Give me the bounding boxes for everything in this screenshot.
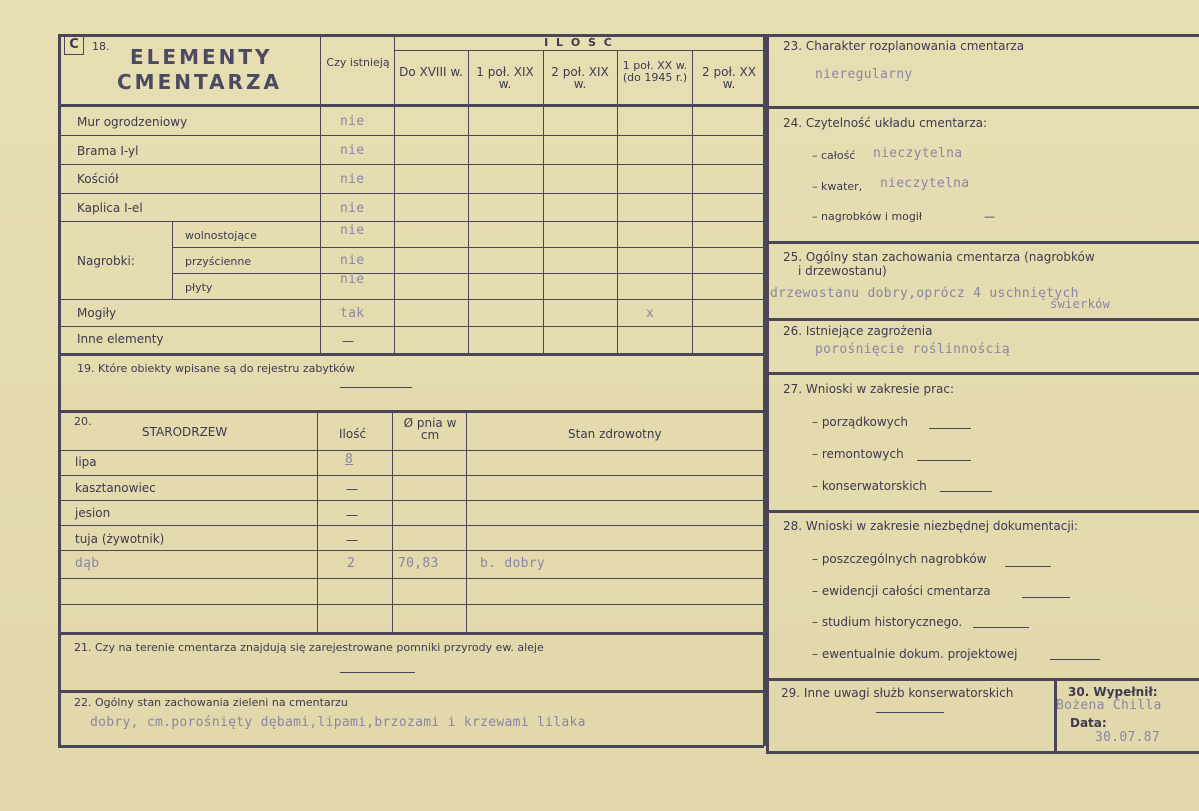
section-30-date: 30.07.87 [1095,730,1161,745]
nagrobki-plyty: płyty [185,281,213,294]
period-col-4: 1 poł. XX w. (do 1945 r.) [622,59,688,84]
value-wolnostojace: nie [340,223,365,238]
section-24-kwater: – kwater, [812,180,863,193]
section-30-data-label: Data: [1070,716,1107,730]
col-czy-istnieja: Czy istnieją [326,56,390,69]
value-kosciol: nie [340,172,365,187]
section-26-label: 26. Istniejące zagrożenia [783,324,933,338]
element-label-kaplica: Kaplica I-el [77,201,143,215]
section-25-value: drzewostanu dobry,oprócz 4 uschniętych [770,286,1079,301]
section-24-calosc-value: nieczytelna [873,146,963,161]
section-24-kwater-value: nieczytelna [880,176,970,191]
element-label-brama: Brama I-yl [77,144,139,158]
section-29-label: 29. Inne uwagi służb konserwatorskich [781,686,1014,700]
value-mur: nie [340,114,365,129]
tree-lipa: lipa [75,455,97,469]
value-inne: — [342,334,354,348]
section-19-label: 19. Które obiekty wpisane są do rejestru zabytków [77,362,355,375]
section-30-name: Bożena Chilla [1056,698,1162,713]
inne-elementy-label: Inne elementy [77,332,164,346]
section-28-projektowej: – ewentualnie dokum. projektowej [812,647,1018,661]
period-col-5: 2 poł. XX w. [702,65,756,91]
title-elementy: ELEMENTY [130,45,273,69]
section-28-studium: – studium historycznego. [812,615,963,629]
section-27-remontowych: – remontowych [812,447,904,461]
qty-jesion: — [346,508,358,522]
tree-dab: dąb [75,556,100,571]
section-24-nagrobkow: – nagrobków i mogił [812,210,923,223]
ilosc-header: I L O Ś Ć [544,36,614,49]
pien-dab: 70,83 [398,556,439,571]
section-18-number: 18. [92,40,110,53]
starodrzew-title: STARODRZEW [142,425,228,439]
mogily-mark: x [646,306,655,321]
col-stan-zdrowotny: Stan zdrowotny [568,427,662,441]
c-box: C [64,35,84,55]
col-ilosc: Ilość [339,427,367,441]
value-kaplica: nie [340,201,365,216]
section-24-nagrobkow-value: — [984,210,995,223]
value-plyty: nie [340,272,365,287]
title-cmentarza: CMENTARZA [117,70,282,94]
qty-dab: 2 [347,556,356,571]
tree-jesion: jesion [75,506,111,520]
section-24-label: 24. Czytelność układu cmentarza: [783,116,988,130]
section-23-label: 23. Charakter rozplanowania cmentarza [783,39,1025,53]
value-przyscienne: nie [340,253,365,268]
section-28-ewidencji: – ewidencji całości cmentarza [812,584,991,598]
mogily-label: Mogiły [77,306,117,320]
section-22-value: dobry, cm.porośnięty dębami,lipami,brzozami i krzewami lilaka [90,715,586,730]
section-27-label: 27. Wnioski w zakresie prac: [783,382,955,396]
section-28-label: 28. Wnioski w zakresie niezbędnej dokumentacji: [783,519,1079,533]
section-27-konserwatorskich: – konserwatorskich [812,479,927,493]
nagrobki-wolnostojace: wolnostojące [185,229,257,242]
period-col-3: 2 poł. XIX w. [551,65,609,91]
section-30-label: 30. Wypełnił: [1068,685,1158,699]
tree-tuja: tuja (żywotnik) [75,532,165,546]
section-26-value: porośnięcie roślinnością [815,342,1011,357]
qty-kasztanowiec: — [346,482,358,496]
section-25-label-2: i drzewostanu) [798,264,887,278]
qty-lipa: 8 [345,452,354,467]
section-22-label: 22. Ogólny stan zachowania zieleni na cmentarzu [74,696,348,709]
section-27-porzadkowych: – porządkowych [812,415,908,429]
element-label-mur: Mur ogrodzeniowy [77,115,188,129]
nagrobki-przyscienne: przyścienne [185,255,252,268]
section-21-label: 21. Czy na terenie cmentarza znajdują się zarejestrowane pomniki przyrody ew. aleje [74,641,544,654]
period-col-2: 1 poł. XIX w. [476,65,534,91]
period-col-1: Do XVIII w. [399,65,463,79]
nagrobki-label: Nagrobki: [77,254,135,268]
col-pnia: Ø pnia w cm [403,416,457,442]
element-label-kosciol: Kościół [77,172,119,186]
section-25-value-2: świerków [1050,297,1111,311]
section-23-value: nieregularny [815,67,913,82]
tree-kasztanowiec: kasztanowiec [75,481,156,495]
section-20-number: 20. [74,415,92,428]
value-brama: nie [340,143,365,158]
section-28-nagrobkow: – poszczególnych nagrobków [812,552,987,566]
section-24-calosc: – całość [812,149,856,162]
stan-dab: b. dobry [480,556,546,571]
qty-tuja: — [346,533,358,547]
value-mogily: tak [340,306,365,321]
section-25-label: 25. Ogólny stan zachowania cmentarza (nagrobków [783,250,1095,264]
